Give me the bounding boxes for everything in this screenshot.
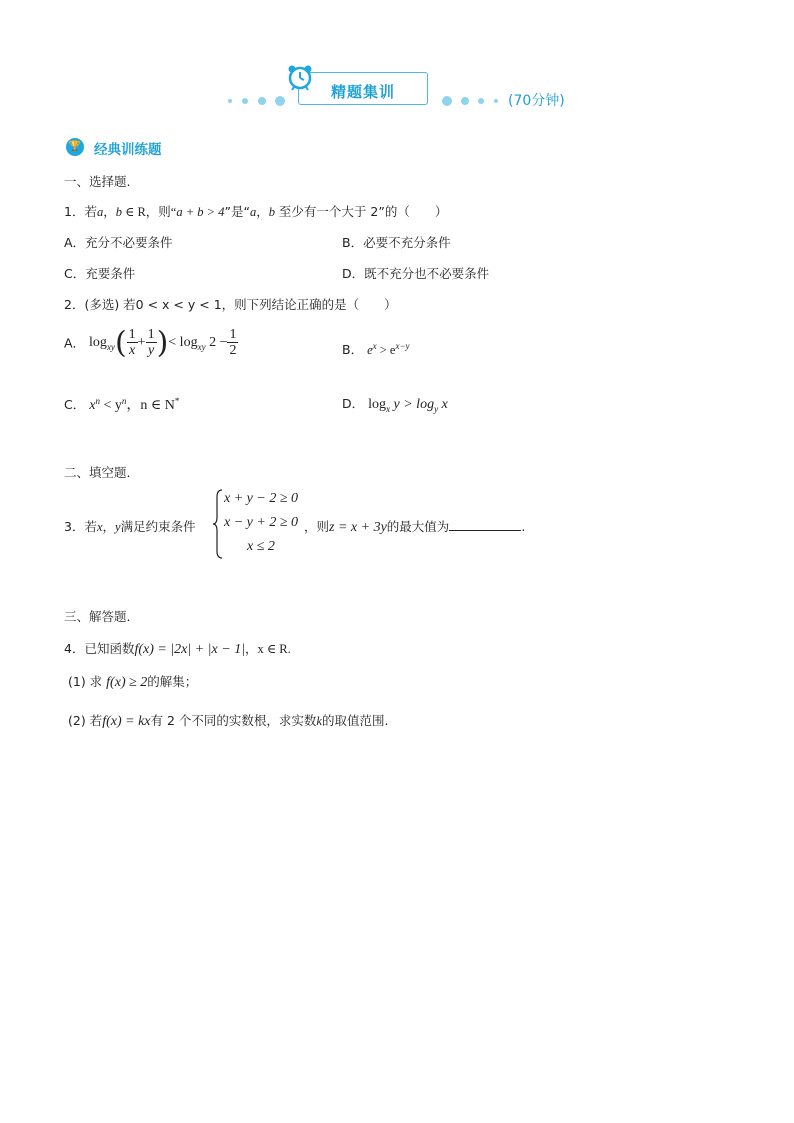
q4-func: f(x) = |2x| + |x − 1| xyxy=(134,642,246,657)
q2-c-sup2: n xyxy=(121,395,127,406)
decor-dot xyxy=(494,99,498,103)
q3-y: y xyxy=(115,520,121,534)
q2-b-e: e xyxy=(367,343,373,357)
question-3 xyxy=(64,517,196,535)
q2-d-math xyxy=(368,397,448,412)
part3-heading: 三、解答题. xyxy=(64,609,131,624)
q2-c-lt: < y xyxy=(99,398,122,413)
q1-tail: 至少有一个大于 2”的（ ） xyxy=(274,204,448,219)
q4-sub-1 xyxy=(68,672,197,691)
q2-option-d xyxy=(342,394,448,414)
decor-dot xyxy=(258,97,266,105)
time-limit: (70分钟) xyxy=(508,93,565,109)
decor-dot xyxy=(461,97,469,105)
numerator: 1 xyxy=(128,327,136,342)
q2-b-gt: > e xyxy=(376,343,396,357)
denominator: y xyxy=(147,343,155,358)
q2-d-sub2: y xyxy=(434,403,439,414)
q2-a-label: A． xyxy=(64,335,86,351)
section-title: 经典训练题 xyxy=(94,142,162,158)
question-4 xyxy=(64,639,291,658)
q2-d-y: y > log xyxy=(390,397,435,412)
q1-option-c: C．充要条件 xyxy=(64,266,136,281)
q3-z: z = x + 3y xyxy=(329,520,387,535)
q2-a-math xyxy=(89,325,238,360)
q4-s2-mid: 有 2 个不同的实数根，求实数 xyxy=(150,713,317,728)
part1-heading: 一、选择题. xyxy=(64,174,131,189)
q4-sub-2 xyxy=(68,711,388,730)
system-brace xyxy=(212,489,224,559)
q2-c-x: x xyxy=(89,398,96,413)
page-title: 精题集训 xyxy=(330,83,395,101)
decor-dot xyxy=(242,98,248,104)
q1-var-a: a xyxy=(96,205,104,219)
q1-option-b: B．必要不充分条件 xyxy=(342,235,451,250)
q3-comma: ， xyxy=(102,519,116,534)
part2-heading: 二、填空题. xyxy=(64,465,131,480)
question-1 xyxy=(64,202,447,220)
decor-dot xyxy=(228,99,232,103)
q2-d-label: D． xyxy=(342,396,365,411)
q3-constraint-1: x + y − 2 ≥ 0 xyxy=(224,491,299,506)
q2-b-sup2: x−y xyxy=(395,340,410,351)
q2-a-lt: < log xyxy=(168,334,198,350)
q2-b-sup1: x xyxy=(372,340,377,351)
q2-a-sub2: xy xyxy=(197,341,206,352)
q1-mid: ”是“ xyxy=(224,204,250,219)
q2-c-tail: ，n ∈ N xyxy=(126,398,175,413)
q3-objective xyxy=(304,517,525,536)
right-paren: ) xyxy=(156,325,169,360)
q3-constraint-2: x − y + 2 ≥ 0 xyxy=(224,515,299,530)
plus-sign: + xyxy=(137,334,146,350)
q4-s2-label: (2) 若 xyxy=(68,713,103,728)
fraction xyxy=(227,327,238,358)
title-box xyxy=(298,72,428,105)
q3-tail: 的最大值为 xyxy=(386,519,450,534)
fraction xyxy=(146,327,157,358)
q1-in-r: ∈ R，则“ xyxy=(121,205,177,219)
q3-x: x xyxy=(96,520,103,534)
left-paren: ( xyxy=(114,325,127,360)
decor-dot xyxy=(478,98,484,104)
q1-var-b: b xyxy=(115,205,122,219)
q4-prefix: 4．已知函数 xyxy=(64,641,135,656)
trophy-icon: 🏆 xyxy=(66,138,84,156)
q1-condition: a + b > 4 xyxy=(176,205,225,219)
q1-comma2: ， xyxy=(256,204,269,219)
q1-option-d: D．既不充分也不必要条件 xyxy=(342,266,490,281)
q3-then: ，则 xyxy=(304,519,330,534)
q4-s1-math: f(x) ≥ 2 xyxy=(106,675,148,690)
q1-prefix: 1．若 xyxy=(64,204,97,219)
denominator: 2 xyxy=(229,343,237,358)
q1-var-b2: b xyxy=(268,205,275,219)
fraction xyxy=(127,327,138,358)
q1-var-a2: a xyxy=(249,205,257,219)
q2-c-star: * xyxy=(174,395,180,406)
q2-a-log: log xyxy=(89,334,107,350)
q3-constraint-3: x ≤ 2 xyxy=(247,539,275,554)
q4-tail: ，x ∈ R. xyxy=(245,642,291,656)
q2-a-two: 2 − xyxy=(205,334,228,350)
alarm-clock-icon xyxy=(286,63,314,91)
answer-blank[interactable] xyxy=(449,518,521,531)
q1-option-a: A．充分不必要条件 xyxy=(64,235,173,250)
q4-s2-math: f(x) = kx xyxy=(102,714,151,729)
numerator: 1 xyxy=(147,327,155,342)
denominator: x xyxy=(129,343,136,358)
q4-s1-tail: 的解集； xyxy=(147,674,198,689)
q2-option-a xyxy=(64,325,238,360)
q4-s2-tail: 的取值范围. xyxy=(321,713,389,728)
q3-prefix: 3．若 xyxy=(64,519,97,534)
q2-a-sub: xy xyxy=(106,341,115,352)
q3-cond: 满足约束条件 xyxy=(120,519,196,534)
decor-dot xyxy=(275,96,285,106)
q2-c-sup1: n xyxy=(95,395,100,406)
q2-option-b xyxy=(342,340,410,358)
q2-d-sub1: x xyxy=(386,403,391,414)
q2-option-c xyxy=(64,394,179,414)
q1-comma: ， xyxy=(103,204,116,219)
q4-s1-label: (1) 求 xyxy=(68,674,103,689)
q4-s2-k: k xyxy=(316,714,322,728)
q2-d-x: x xyxy=(438,397,448,412)
q2-b-label: B． xyxy=(342,342,364,357)
question-2: 2．(多选) 若0 < x < y < 1，则下列结论正确的是（ ） xyxy=(64,297,397,312)
decor-dot xyxy=(442,96,452,106)
numerator: 1 xyxy=(229,327,237,342)
q2-c-label: C． xyxy=(64,397,86,412)
q2-d-log1: log xyxy=(368,397,387,412)
q3-end: . xyxy=(521,519,526,534)
